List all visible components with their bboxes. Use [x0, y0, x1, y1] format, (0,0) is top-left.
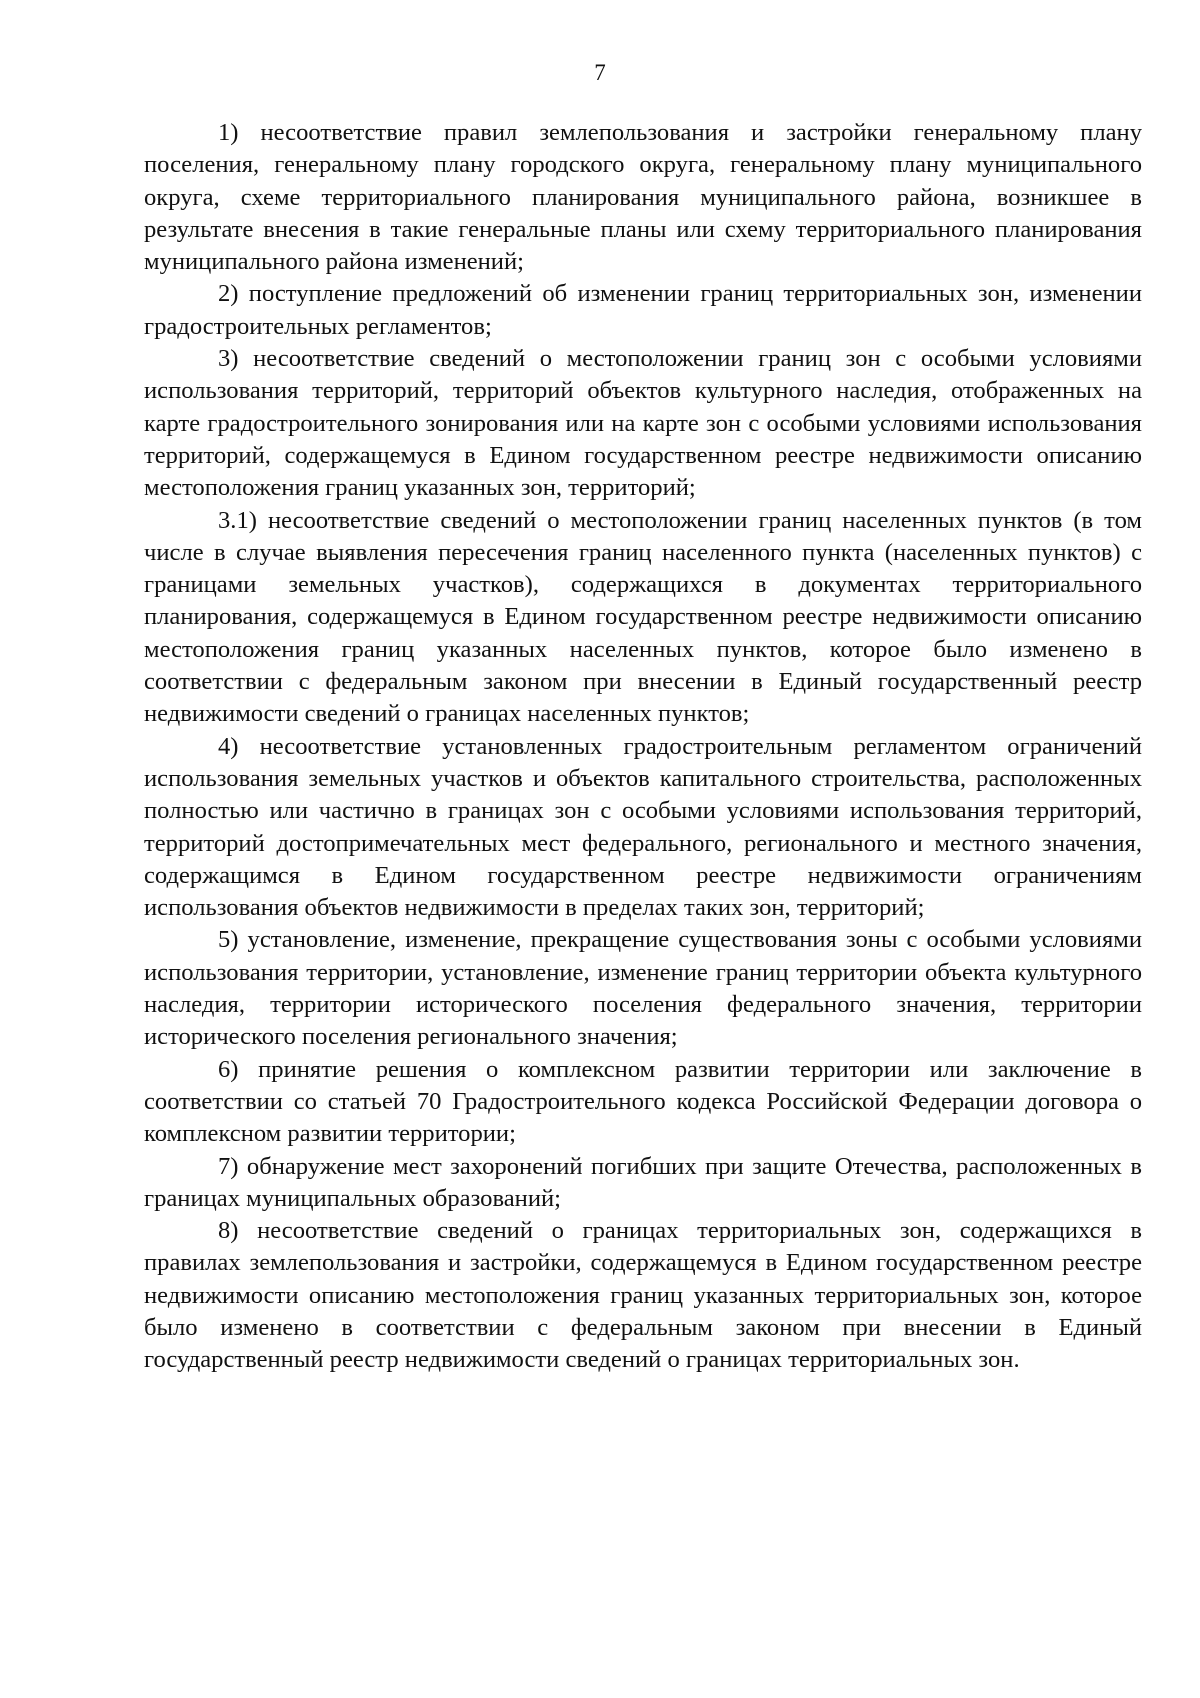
- page-number: 7: [594, 60, 606, 85]
- clause-8: 8) несоответствие сведений о границах территориальных зон, содержащихся в правилах землепользования и застройки, содержащемуся в Едином государственном реестре недвижимости описанию местоположения границ указанных территориальных зон, которое было изменено в соответствии с федеральным законом при внесении в Единый государственный реестр недвижимости сведений о границах территориальных зон.: [144, 1217, 1142, 1374]
- clause-7: 7) обнаружение мест захоронений погибших при защите Отечества, расположенных в границах муниципальных образований;: [144, 1152, 1142, 1212]
- clause-3: 3) несоответствие сведений о местоположении границ зон с особыми условиями использования территорий, территорий объектов культурного наследия, отображенных на карте градостроительного зонирования или на карте зон с особыми условиями использования территорий, содержащемуся в Едином государственном реестре недвижимости описанию местоположения границ указанных зон, территорий;: [144, 345, 1142, 502]
- clause-1: 1) несоответствие правил землепользования и застройки генеральному плану поселения, генеральному плану городского округа, генеральному плану муниципального округа, схеме территориального планирования муниципального района, возникшее в результате внесения в такие генеральные планы или схему территориального планирования муниципального района изменений;: [144, 119, 1142, 276]
- document-body: [144, 117, 1142, 1377]
- clause-6: 6) принятие решения о комплексном развитии территории или заключение в соответствии со статьей 70 Градостроительного кодекса Российской Федерации договора о комплексном развитии территории;: [144, 1055, 1142, 1148]
- clause-3-1: 3.1) несоответствие сведений о местоположении границ населенных пунктов (в том числе в случае выявления пересечения границ населенного пункта (населенных пунктов) с границами земельных участков), содержащихся в документах территориального планирования, содержащемуся в Едином государственном реестре недвижимости описанию местоположения границ указанных населенных пунктов, которое было изменено в соответствии с федеральным законом при внесении в Единый государственный реестр недвижимости сведений о границах населенных пунктов;: [144, 506, 1142, 728]
- clause-4: 4) несоответствие установленных градостроительным регламентом ограничений использования земельных участков и объектов капитального строительства, расположенных полностью или частично в границах зон с особыми условиями использования территорий, территорий достопримечательных мест федерального, регионального и местного значения, содержащимся в Едином государственном реестре недвижимости ограничениям использования объектов недвижимости в пределах таких зон, территорий;: [144, 732, 1142, 922]
- clause-5: 5) установление, изменение, прекращение существования зоны с особыми условиями использования территории, установление, изменение границ территории объекта культурного наследия, территории исторического поселения федерального значения, территории исторического поселения регионального значения;: [144, 926, 1142, 1051]
- clause-2: 2) поступление предложений об изменении границ территориальных зон, изменении градостроительных регламентов;: [144, 280, 1142, 340]
